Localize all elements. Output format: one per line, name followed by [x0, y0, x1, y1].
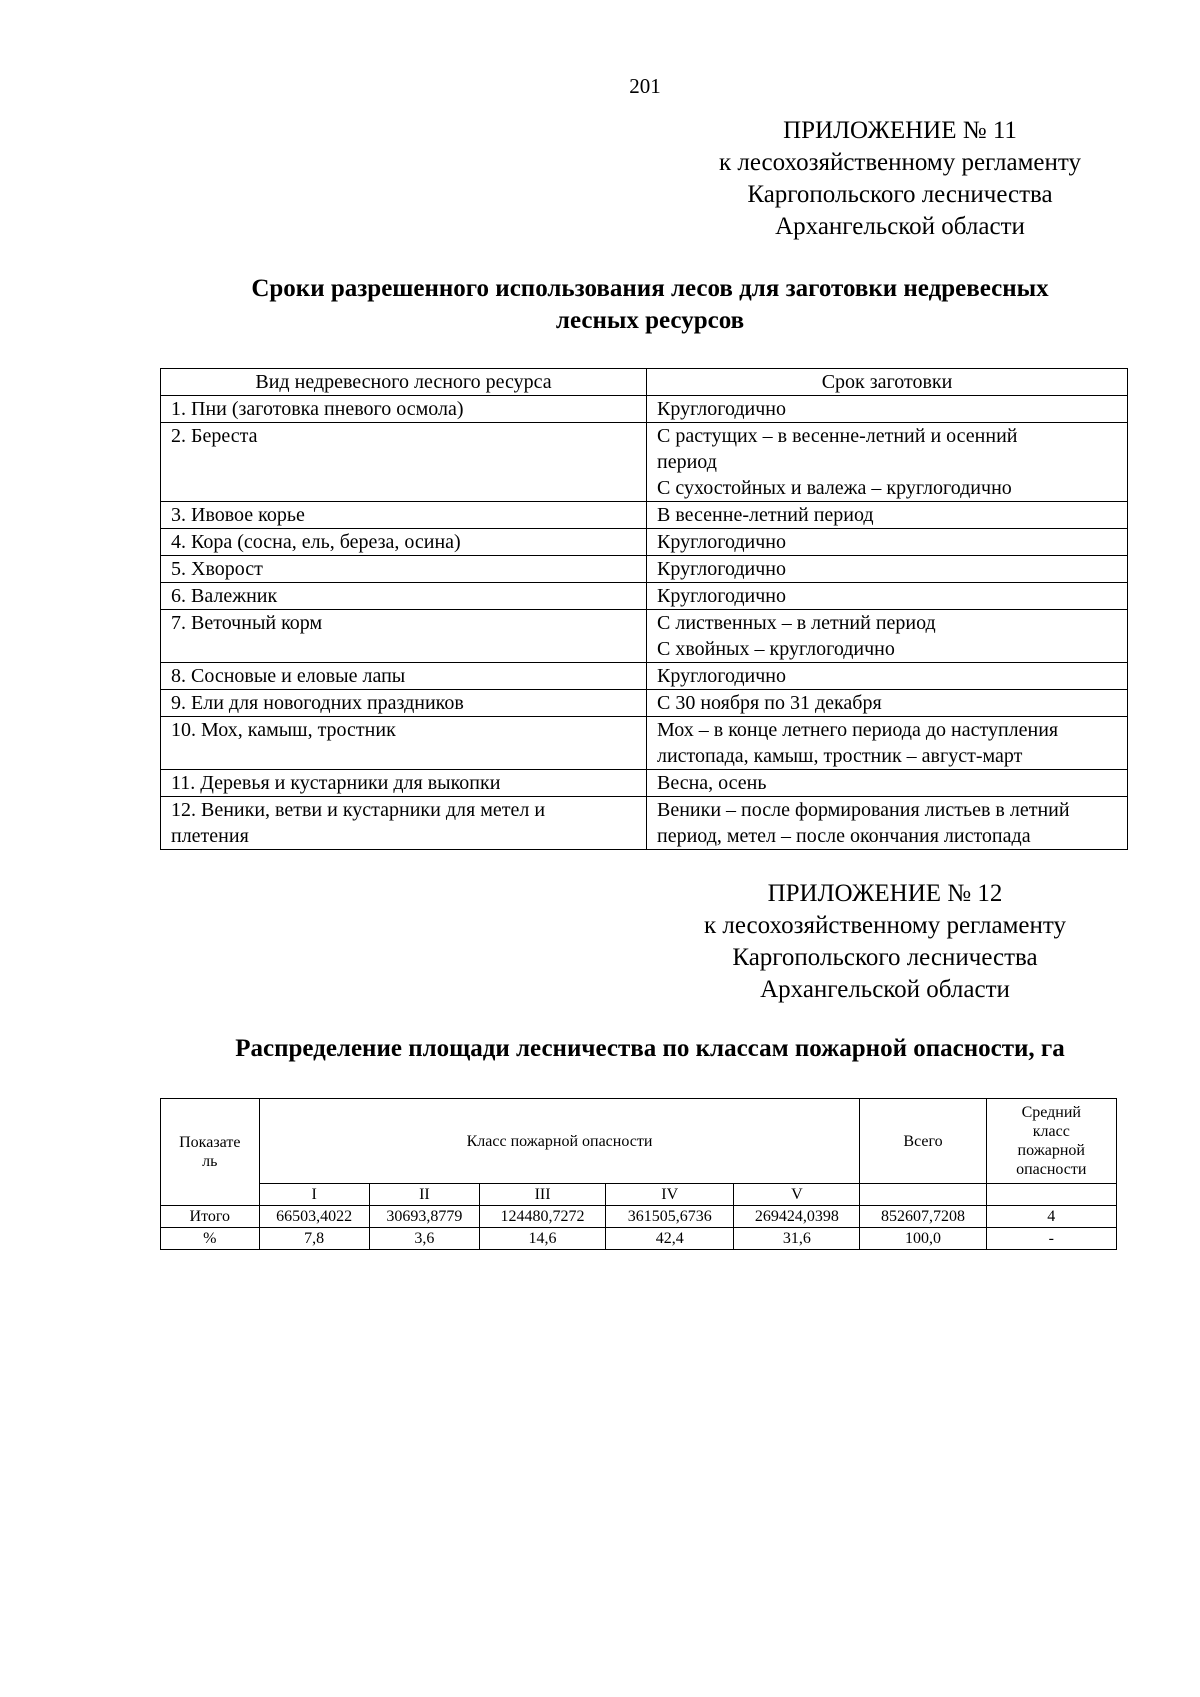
value-cell: 14,6 [480, 1228, 606, 1250]
period-cell: Круглогодично [647, 663, 1128, 690]
class-label: II [369, 1184, 479, 1206]
table-row [161, 690, 1128, 717]
period-cell: Мох – в конце летнего периода до наступления листопада, камыш, тростник – август-март [647, 717, 1128, 770]
appendix-line: Архангельской области [760, 976, 1010, 1003]
table-row [161, 663, 1128, 690]
table-body [161, 396, 1128, 850]
non-timber-resources-table [160, 368, 1128, 850]
class-label: V [734, 1184, 860, 1206]
title-line: лесных ресурсов [555, 307, 745, 334]
period-cell: Круглогодично [647, 583, 1128, 610]
class-label: III [480, 1184, 606, 1206]
resource-cell: 3. Ивовое корье [161, 502, 647, 529]
appendix-line: к лесохозяйственному регламенту [718, 149, 1082, 176]
appendix-line: Каргопольского лесничества [747, 181, 1053, 208]
period-cell: Веники – после формирования листьев в летний период, метел – после окончания листопада [647, 797, 1128, 850]
table-row [161, 610, 1128, 663]
period-cell: С 30 ноября по 31 декабря [647, 690, 1128, 717]
avg-class-cell: - [986, 1228, 1116, 1250]
resource-cell: 12. Веники, ветви и кустарники для метел и плетения [161, 797, 647, 850]
resource-cell: 8. Сосновые и еловые лапы [161, 663, 647, 690]
header-avg-class: Средний класс пожарной опасности [986, 1099, 1116, 1184]
header-total: Всего [860, 1099, 986, 1184]
header-resource: Вид недревесного лесного ресурса [161, 369, 647, 396]
resource-cell: 6. Валежник [161, 583, 647, 610]
table-row [161, 717, 1128, 770]
avg-class-cell: 4 [986, 1206, 1116, 1228]
appendix-line: ПРИЛОЖЕНИЕ № 12 [767, 880, 1003, 907]
value-cell: 7,8 [259, 1228, 369, 1250]
period-cell: С растущих – в весенне-летний и осенний период С сухостойных и валежа – круглогодично [647, 423, 1128, 502]
class-row [161, 1184, 1117, 1206]
table-row [161, 1228, 1117, 1250]
resource-cell: 10. Мох, камыш, тростник [161, 717, 647, 770]
table-header-row [161, 369, 1128, 396]
fire-danger-table [160, 1098, 1117, 1250]
table-row [161, 770, 1128, 797]
appendix-line: к лесохозяйственному регламенту [703, 912, 1067, 939]
appendix-11-title [160, 273, 1140, 337]
period-cell: Круглогодично [647, 529, 1128, 556]
resource-cell: 2. Береста [161, 423, 647, 502]
class-label: I [259, 1184, 369, 1206]
period-cell: С лиственных – в летний период С хвойных – круглогодично [647, 610, 1128, 663]
period-cell: Весна, осень [647, 770, 1128, 797]
value-cell: 3,6 [369, 1228, 479, 1250]
value-cell: 31,6 [734, 1228, 860, 1250]
total-cell: 100,0 [860, 1228, 986, 1250]
header-class: Класс пожарной опасности [259, 1099, 860, 1184]
value-cell: 66503,4022 [259, 1206, 369, 1228]
table-body [161, 1099, 1117, 1250]
resource-cell: 11. Деревья и кустарники для выкопки [161, 770, 647, 797]
row-label-cell: % [161, 1228, 260, 1250]
table-row [161, 423, 1128, 502]
resource-cell: 5. Хворост [161, 556, 647, 583]
resource-cell: 7. Веточный корм [161, 610, 647, 663]
appendix-12-heading [665, 878, 1105, 1006]
value-cell: 30693,8779 [369, 1206, 479, 1228]
appendix-line: Каргопольского лесничества [732, 944, 1038, 971]
empty-cell [986, 1184, 1116, 1206]
total-cell: 852607,7208 [860, 1206, 986, 1228]
table-row [161, 502, 1128, 529]
appendix-11-heading [680, 115, 1120, 243]
table-row [161, 1206, 1117, 1228]
period-cell: Круглогодично [647, 556, 1128, 583]
table-row [161, 583, 1128, 610]
resource-cell: 4. Кора (сосна, ель, береза, осина) [161, 529, 647, 556]
appendix-line: Архангельской области [775, 213, 1025, 240]
table-header-row [161, 1099, 1117, 1184]
resource-cell: 9. Ели для новогодних праздников [161, 690, 647, 717]
page-number: 201 [629, 74, 661, 98]
period-cell: В весенне-летний период [647, 502, 1128, 529]
empty-cell [860, 1184, 986, 1206]
header-period: Срок заготовки [647, 369, 1128, 396]
appendix-12-title: Распределение площади лесничества по классам пожарной опасности, га [235, 1035, 1065, 1062]
resource-cell: 1. Пни (заготовка пневого осмола) [161, 396, 647, 423]
table-row [161, 556, 1128, 583]
value-cell: 42,4 [606, 1228, 734, 1250]
appendix-line: ПРИЛОЖЕНИЕ № 11 [783, 117, 1017, 144]
value-cell: 124480,7272 [480, 1206, 606, 1228]
table-row [161, 396, 1128, 423]
title-line: Сроки разрешенного использования лесов для заготовки недревесных [251, 275, 1049, 302]
header-indicator: Показате ль [161, 1099, 260, 1206]
value-cell: 361505,6736 [606, 1206, 734, 1228]
value-cell: 269424,0398 [734, 1206, 860, 1228]
period-cell: Круглогодично [647, 396, 1128, 423]
table-row [161, 529, 1128, 556]
class-label: IV [606, 1184, 734, 1206]
table-row [161, 797, 1128, 850]
row-label-cell: Итого [161, 1206, 260, 1228]
